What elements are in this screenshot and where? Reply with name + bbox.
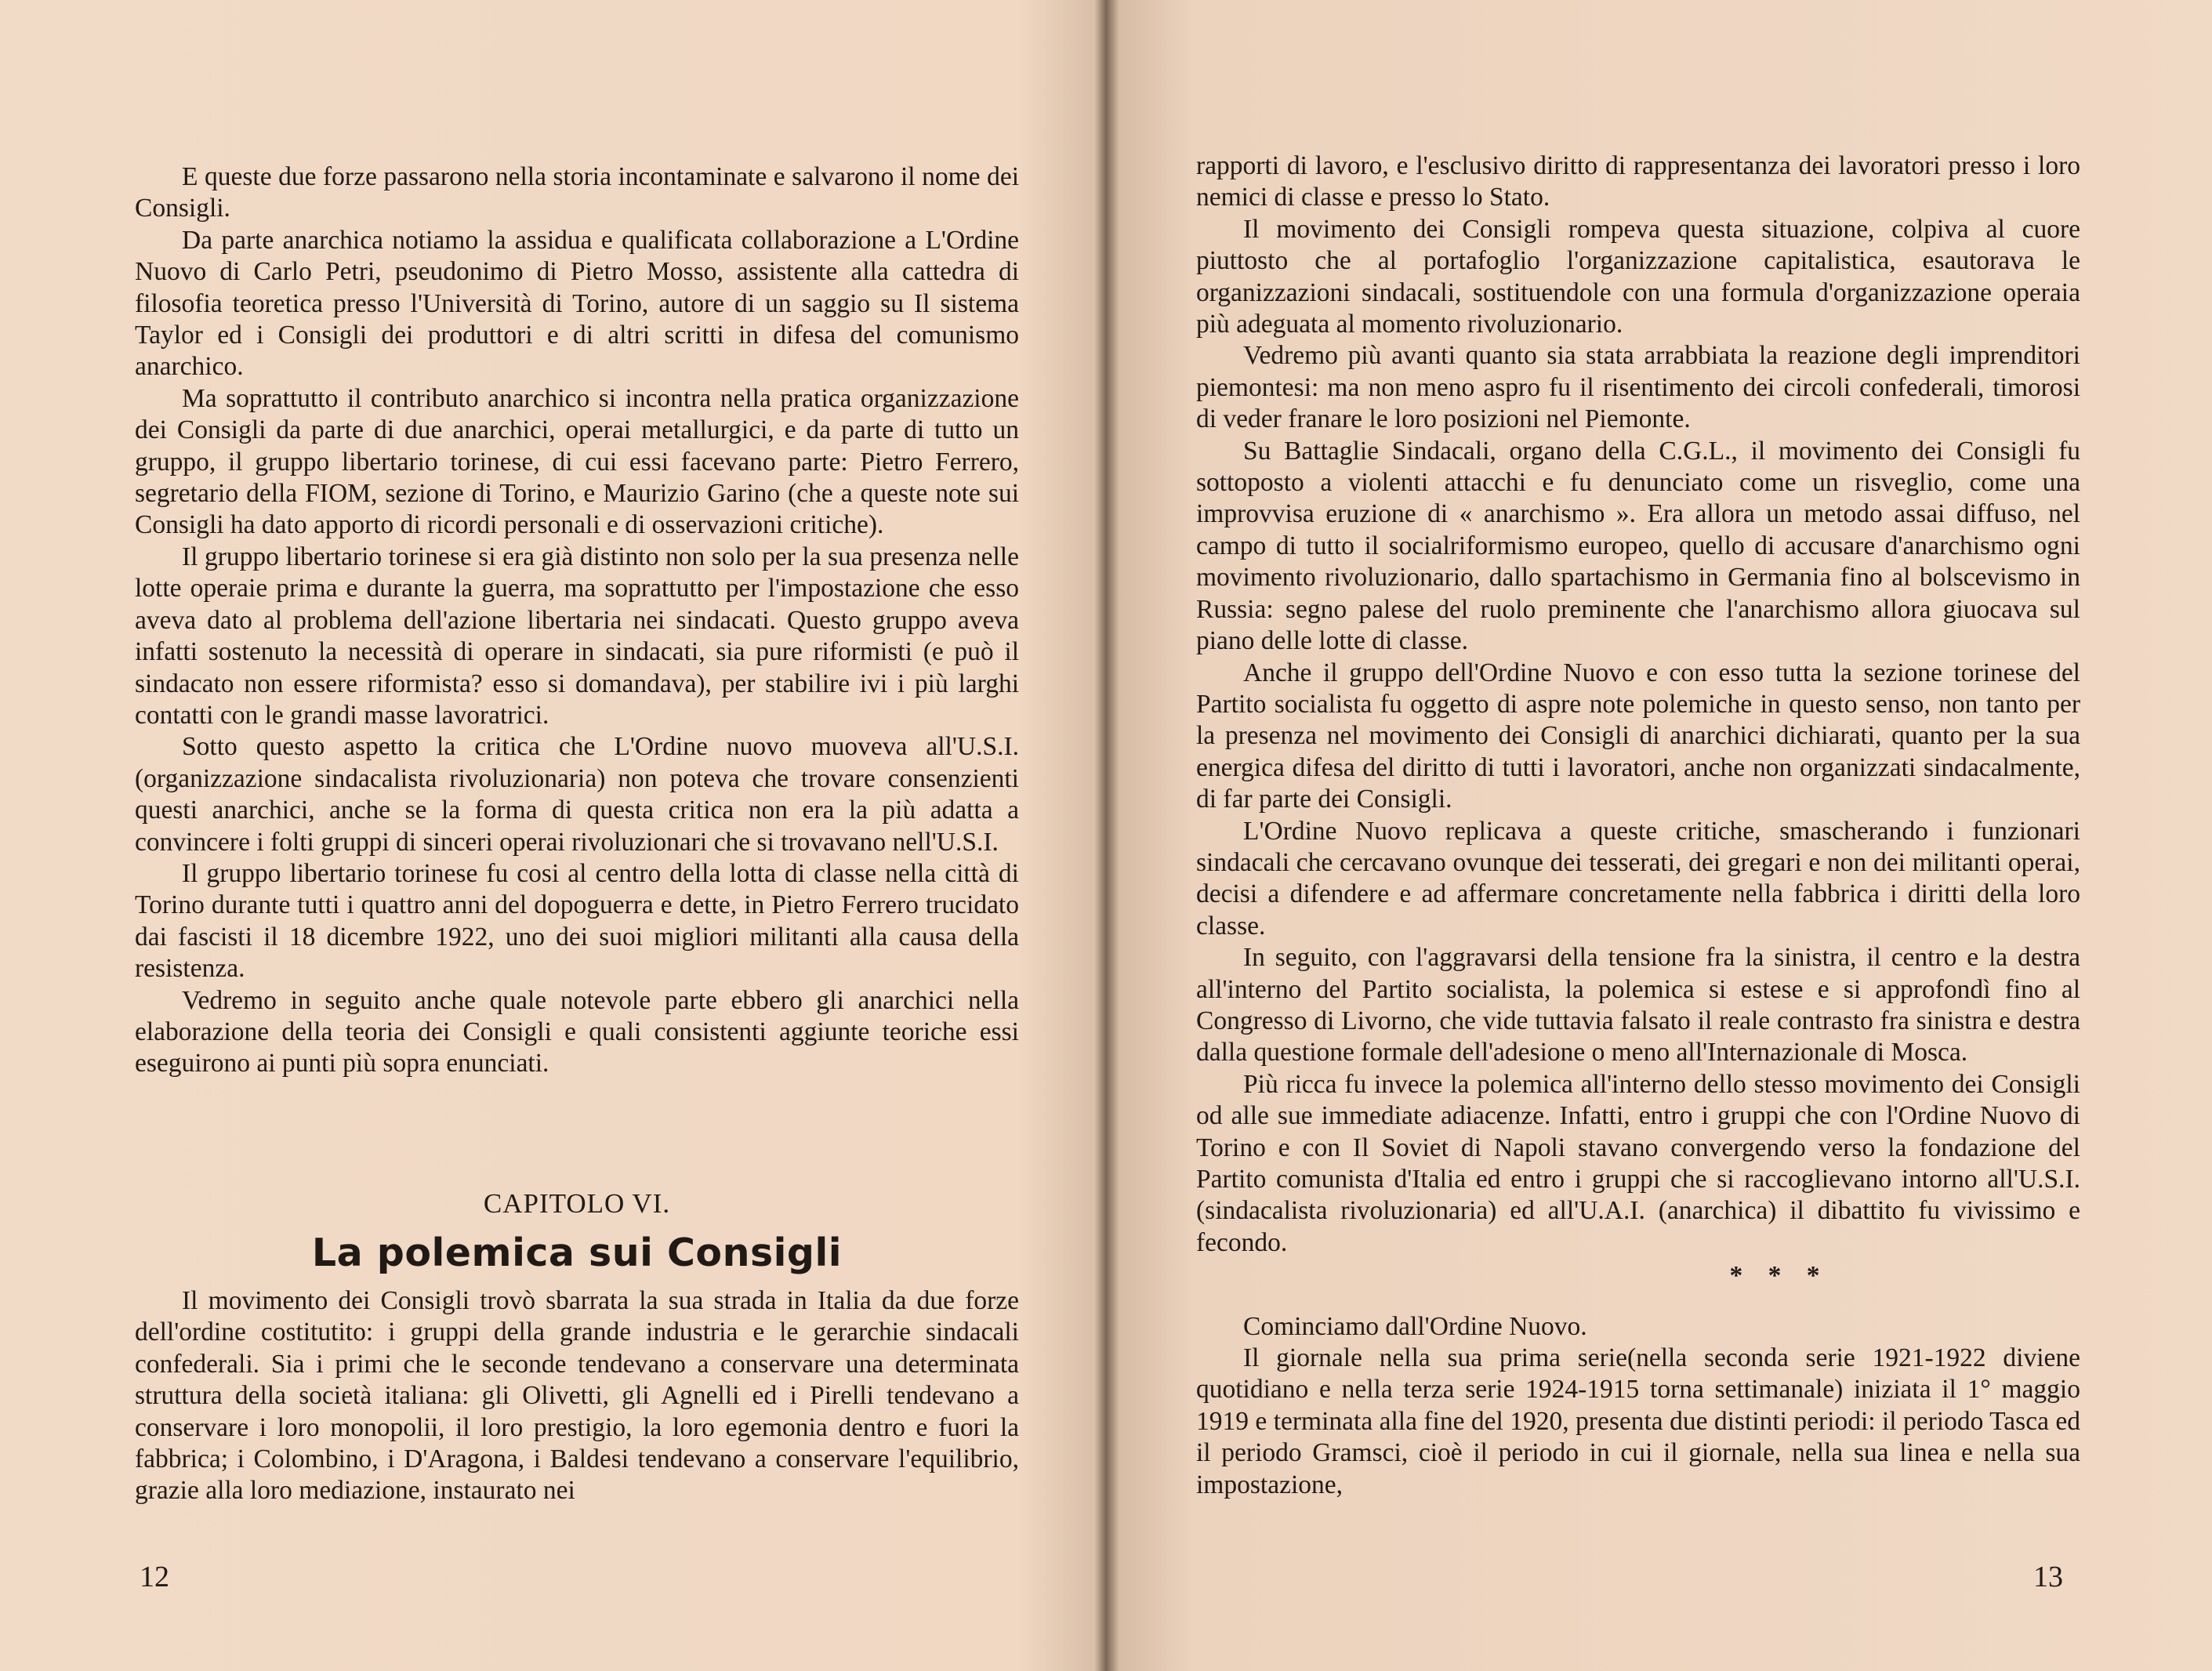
- paragraph: Vedremo più avanti quanto sia stata arrabbiata la reazione degli imprenditori piemontesi: ma non meno aspro fu il risentimento dei circoli confederali, timorosi di veder franare le loro posizioni nel Piemonte.: [1196, 341, 2080, 434]
- left-page-body: [135, 161, 1019, 1080]
- paragraph: Anche il gruppo dell'Ordine Nuovo e con esso tutta la sezione torinese del Partito socialista fu oggetto di aspre note polemiche in questo senso, non tanto per la presenza nel movimento dei Consigli di anarchici dichiarati, quanto per la sua energica difesa del diritto di tutti i lavoratori, anche non organizzati sindacalmente, di far parte dei Consigli.: [1196, 658, 2080, 814]
- page-number-right: 13: [2033, 1560, 2063, 1593]
- paragraph: In seguito, con l'aggravarsi della tensione fra la sinistra, il centro e la destra all'interno del Partito socialista, la polemica si estese e si approfondì fino al Congresso di Livorno, che vide tuttavia falsato il reale contrasto fra sinistra e destra dalla questione formale dell'adesione o meno all'Internazionale di Mosca.: [1196, 943, 2080, 1067]
- chapter-title: La polemica sui Consigli: [311, 1231, 843, 1275]
- paragraph: L'Ordine Nuovo replicava a queste critiche, smascherando i funzionari sindacali che cercavano ovunque dei tesserati, dei gregari e non dei militanti operai, decisi a difendere e ad affermare concretamente nella fabbrica i diritti della loro classe.: [1196, 816, 2080, 941]
- paragraph: Più ricca fu invece la polemica all'interno dello stesso movimento dei Consigli od alle sue immediate adiacenze. Infatti, entro i gruppi che con l'Ordine Nuovo di Torino e con Il Soviet di Napoli stavano convergendo verso la fondazione del Partito comunista d'Italia ed entro i gruppi che si raccoglievano intorno all'U.S.I. (sindacalista rivoluzionaria) ed all'U.A.I. (anarchica) il dibattito fu vivissimo e fecondo.: [1196, 1069, 2080, 1257]
- chapter-label: CAPITOLO VI.: [483, 1188, 671, 1219]
- paragraph: rapporti di lavoro, e l'esclusivo diritto di rappresentanza dei lavoratori presso i loro nemici di classe e presso lo Stato.: [1196, 151, 2080, 212]
- paragraph: Cominciamo dall'Ordine Nuovo.: [1243, 1311, 1587, 1341]
- right-page-body: [1196, 150, 2080, 1501]
- paragraph: Il gruppo libertario torinese si era già distinto non solo per la sua presenza nelle lotte operaie prima e durante la guerra, ma soprattutto per l'impostazione che esso aveva dato al problema dell'azione libertaria nei sindacati. Questo gruppo aveva infatti sostenuto la necessità di operare in sindacati, sia pure riformisti (e può il sindacato non essere riformista? esso si domandava), per stabilire ivi i più larghi contatti con le grandi masse lavoratrici.: [135, 542, 1019, 730]
- paragraph: Il giornale nella sua prima serie(nella seconda serie 1921-1922 diviene quotidiano e nella terza serie 1924-1915 torna settimanale) iniziata il 1° maggio 1919 e terminata alla fine del 1920, presenta due distinti periodi: il periodo Tasca ed il periodo Gramsci, cioè il periodo in cui il giornale, nella sua linea e nella sua impostazione,: [1196, 1343, 2080, 1499]
- paragraph: Vedremo in seguito anche quale notevole parte ebbero gli anarchici nella elaborazione della teoria dei Consigli e quali consistenti aggiunte teoriche essi eseguirono ai punti più sopra enunciati.: [135, 985, 1019, 1078]
- section-separator: * * *: [1729, 1261, 1829, 1291]
- paragraph: Ma soprattutto il contributo anarchico si incontra nella pratica organizzazione dei Consigli da parte di due anarchici, operai metallurgici, e da parte di tutto un gruppo, il gruppo libertario torinese, di cui essi facevano parte: Pietro Ferrero, segretario della FIOM, sezione di Torino, e Maurizio Garino (che a queste note sui Consigli ha dato apporto di ricordi personali e di osservazioni critiche).: [135, 383, 1019, 540]
- paragraph: Il movimento dei Consigli rompeva questa situazione, colpiva al cuore piuttosto che al portafoglio l'organizzazione capitalistica, esautorava le organizzazioni sindacali, sostituendole con una formula d'organizzazione operaia più adeguata al momento rivoluzionario.: [1196, 214, 2080, 339]
- left-page: [0, 0, 1104, 1671]
- paragraph: Su Battaglie Sindacali, organo della C.G.L., il movimento dei Consigli fu sottoposto a violenti attacchi e fu denunciato come un risveglio, come una improvvisa eruzione di « anarchismo ». Era allora un metodo assai diffuso, nel campo di tutto il socialriformismo europeo, quello di accusare d'anarchismo ogni movimento rivoluzionario, dallo spartachismo in Germania fino al bolscevismo in Russia: segno palese del ruolo preminente che l'anarchismo allora giuocava sul piano delle lotte di classe.: [1196, 436, 2080, 656]
- paragraph: Sotto questo aspetto la critica che L'Ordine nuovo muoveva all'U.S.I. (organizzazione sindacalista rivoluzionaria) non poteva che trovare consenzienti questi anarchici, anche se la forma di questa critica non era la più adatta a convincere i folti gruppi di sinceri operai rivoluzionari che si trovavano nell'U.S.I.: [135, 732, 1019, 857]
- paragraph: Da parte anarchica notiamo la assidua e qualificata collaborazione a L'Ordine Nuovo di Carlo Petri, pseudonimo di Pietro Mosso, assistente alla cattedra di filosofia teoretica presso l'Università di Torino, autore di un saggio su Il sistema Taylor ed i Consigli dei produttori e di altri scritti in difesa del comunismo anarchico.: [135, 225, 1019, 382]
- right-page: [1108, 0, 2212, 1671]
- paragraph: Il movimento dei Consigli trovò sbarrata la sua strada in Italia da due forze dell'ordine costitutito: i gruppi della grande industria e le gerarchie sindacali confederali. Sia i primi che le seconde tendevano a conservare una determinata struttura della società italiana: gli Olivetti, gli Agnelli ed i Pirelli tendevano a conservare i loro monopolii, il loro prestigio, la loro egemonia dentro e fuori la fabbrica; i Colombino, i D'Aragona, i Baldesi tendevano a conservare l'equilibrio, grazie alla loro mediazione, instaurato nei: [135, 1286, 1019, 1506]
- paragraph: Il gruppo libertario torinese fu cosi al centro della lotta di classe nella città di Torino durante tutti i quattro anni del dopoguerra e dette, in Pietro Ferrero trucidato dai fascisti il 18 dicembre 1922, uno dei suoi migliori militanti alla causa della resistenza.: [135, 858, 1019, 984]
- paragraph: E queste due forze passarono nella storia incontaminate e salvarono il nome dei Consigli.: [135, 162, 1019, 223]
- page-number-left: 12: [140, 1560, 169, 1593]
- left-page-chapter-body: [135, 1285, 1019, 1507]
